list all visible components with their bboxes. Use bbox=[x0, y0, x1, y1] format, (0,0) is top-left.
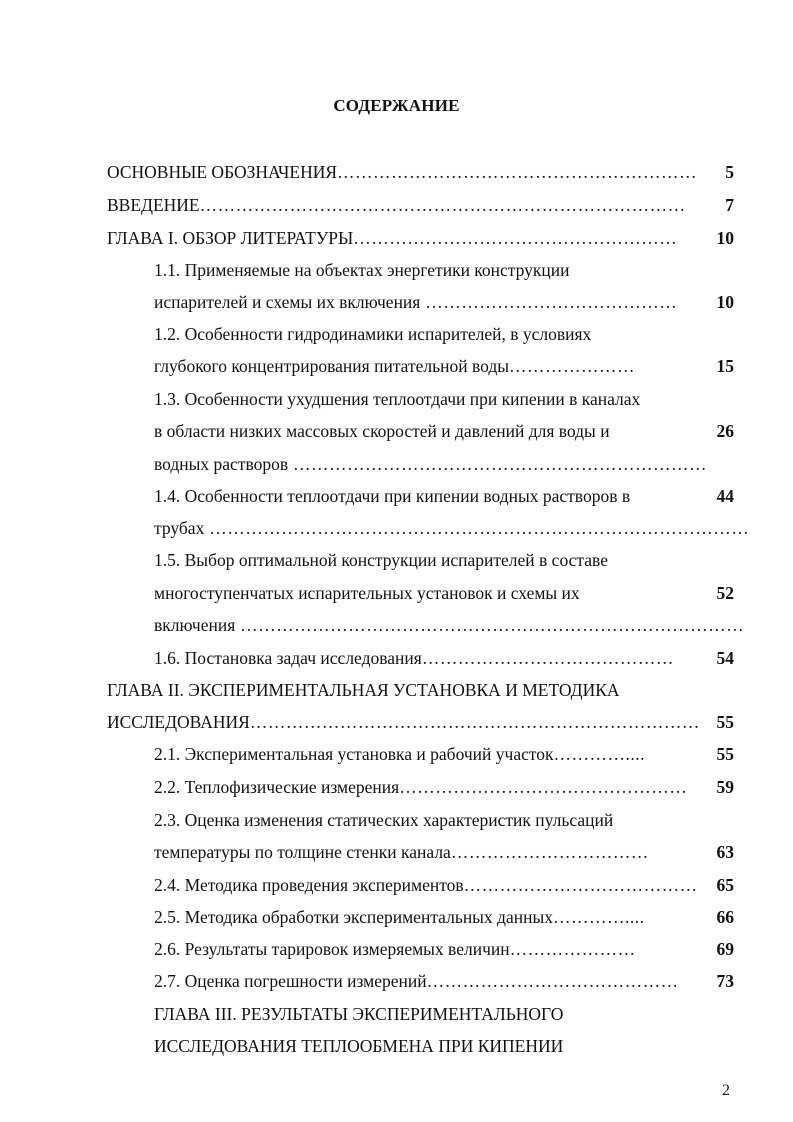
toc-page-number: 7 bbox=[725, 195, 734, 215]
toc-entry bbox=[154, 1003, 563, 1025]
toc-dot-leader: ……………………………………………………………………………… bbox=[204, 518, 750, 538]
toc-page-number: 65 bbox=[716, 875, 734, 895]
toc-entry-text: 2.4. Методика проведения экспериментов bbox=[154, 875, 464, 895]
toc-dot-leader: ………………… bbox=[509, 356, 636, 376]
toc-dot-leader: …………………………………… bbox=[421, 648, 674, 668]
toc-dot-leader: ………………………………………… bbox=[399, 777, 688, 797]
toc-entry bbox=[107, 194, 686, 216]
toc-page-number: 69 bbox=[716, 939, 734, 959]
toc-entry-text: ГЛАВА I. ОБЗОР ЛИТЕРАТУРЫ bbox=[107, 228, 354, 248]
toc-entry-text: 2.2. Теплофизические измерения bbox=[154, 777, 400, 797]
toc-entry bbox=[154, 776, 688, 798]
toc-entry-text: глубокого концентрирования питательной воды bbox=[154, 356, 510, 376]
toc-entry-text: 1.4. Особенности теплоотдачи при кипении водных растворов в bbox=[154, 486, 631, 506]
toc-dot-leader: ………………………………………………………………… bbox=[249, 712, 700, 732]
toc-entry-text: многоступенчатых испарительных установок и схемы их bbox=[154, 583, 580, 603]
toc-entry bbox=[154, 549, 608, 571]
toc-entry bbox=[107, 227, 677, 249]
toc-entry bbox=[154, 355, 635, 377]
toc-entry bbox=[154, 582, 580, 604]
toc-entry-text: ГЛАВА II. ЭКСПЕРИМЕНТАЛЬНАЯ УСТАНОВКА И МЕТОДИКА bbox=[107, 680, 620, 700]
toc-entry-text: ВВЕДЕНИЕ bbox=[107, 195, 200, 215]
toc-dot-leader: ………………………………………………………………………… bbox=[235, 615, 745, 635]
toc-entry-text: 2.1. Экспериментальная установка и рабочий участок bbox=[154, 744, 554, 764]
toc-entry bbox=[154, 874, 698, 896]
toc-entry-text: ИССЛЕДОВАНИЯ bbox=[107, 712, 250, 732]
toc-entry-text: трубах bbox=[154, 518, 205, 538]
toc-entry bbox=[154, 517, 750, 539]
toc-dot-leader: ……………………………………………………………………… bbox=[199, 195, 686, 215]
toc-entry bbox=[154, 743, 645, 765]
toc-entry-text: ОСНОВНЫЕ ОБОЗНАЧЕНИЯ bbox=[107, 162, 338, 182]
toc-dot-leader: …………………………………………………… bbox=[337, 162, 698, 182]
toc-entry-text: 1.3. Особенности ухудшения теплоотдачи при кипении в каналах bbox=[154, 389, 641, 409]
toc-entry bbox=[154, 841, 649, 863]
toc-entry bbox=[154, 323, 591, 345]
toc-entry bbox=[154, 906, 644, 928]
toc-page-number: 10 bbox=[716, 292, 734, 312]
toc-page-number: 66 bbox=[716, 907, 734, 927]
toc-entry bbox=[154, 259, 570, 281]
toc-page-number: 10 bbox=[716, 228, 734, 248]
toc-entry bbox=[107, 679, 620, 701]
toc-page-number: 59 bbox=[716, 777, 734, 797]
toc-entry-text: в области низких массовых скоростей и давлений для воды и bbox=[154, 421, 610, 441]
toc-dot-leader: …………………………… bbox=[450, 842, 649, 862]
toc-entry bbox=[107, 711, 700, 733]
toc-entry bbox=[154, 388, 640, 410]
toc-entry bbox=[154, 291, 677, 313]
toc-page-number: 26 bbox=[716, 421, 734, 441]
toc-dot-leader: …………………………………… bbox=[420, 292, 678, 312]
toc-entry bbox=[154, 809, 613, 831]
toc-entry-text: ИССЛЕДОВАНИЯ ТЕПЛООБМЕНА ПРИ КИПЕНИИ bbox=[154, 1036, 564, 1056]
toc-entry-text: 1.1. Применяемые на объектах энергетики конструкции bbox=[154, 260, 570, 280]
toc-dot-leader: ………….... bbox=[552, 907, 645, 927]
toc-page-number: 15 bbox=[716, 356, 734, 376]
toc-page-number: 44 bbox=[716, 486, 734, 506]
toc-dot-leader: …………………………………………………………… bbox=[288, 454, 708, 474]
toc-title: СОДЕРЖАНИЕ bbox=[333, 96, 460, 115]
toc-dot-leader: ………………………………… bbox=[463, 875, 698, 895]
toc-entry-text: испарителей и схемы их включения bbox=[154, 292, 421, 312]
toc-entry-text: температуры по толщине стенки канала bbox=[154, 842, 451, 862]
toc-entry bbox=[154, 1035, 563, 1057]
toc-page-number: 55 bbox=[716, 712, 734, 732]
toc-entry bbox=[154, 485, 630, 507]
toc-entry-text: 2.3. Оценка изменения статических характеристик пульсаций bbox=[154, 810, 614, 830]
toc-entry bbox=[154, 938, 636, 960]
toc-page-number: 63 bbox=[716, 842, 734, 862]
toc-entry bbox=[154, 614, 745, 636]
toc-page-number: 55 bbox=[716, 744, 734, 764]
toc-entry-text: 1.5. Выбор оптимальной конструкции испарителей в составе bbox=[154, 550, 608, 570]
toc-entry-text: водных растворов bbox=[154, 454, 289, 474]
toc-entry bbox=[154, 453, 708, 475]
toc-entry bbox=[154, 970, 678, 992]
page-number: 2 bbox=[722, 1082, 730, 1099]
toc-page-number: 54 bbox=[716, 648, 734, 668]
toc-dot-leader: ………………… bbox=[509, 939, 636, 959]
toc-dot-leader: ………….... bbox=[553, 744, 646, 764]
toc-entry bbox=[154, 647, 674, 669]
toc-entry-text: 2.5. Методика обработки экспериментальных данных bbox=[154, 907, 553, 927]
toc-entry bbox=[107, 161, 698, 183]
toc-entry-text: ГЛАВА III. РЕЗУЛЬТАТЫ ЭКСПЕРИМЕНТАЛЬНОГО bbox=[154, 1004, 564, 1024]
toc-entry-text: 2.7. Оценка погрешности измерений bbox=[154, 971, 427, 991]
toc-entry bbox=[154, 420, 610, 442]
toc-entry-text: 1.6. Постановка задач исследования bbox=[154, 648, 422, 668]
toc-entry-text: 2.6. Результаты тарировок измеряемых величин bbox=[154, 939, 510, 959]
toc-entry-text: 1.2. Особенности гидродинамики испарителей, в условиях bbox=[154, 324, 592, 344]
toc-dot-leader: ……………………………………………… bbox=[353, 228, 678, 248]
toc-dot-leader: …………………………………… bbox=[426, 971, 679, 991]
toc-entry-text: включения bbox=[154, 615, 236, 635]
toc-page-number: 5 bbox=[725, 162, 734, 182]
toc-page-number: 73 bbox=[716, 971, 734, 991]
toc-page-number: 52 bbox=[716, 583, 734, 603]
